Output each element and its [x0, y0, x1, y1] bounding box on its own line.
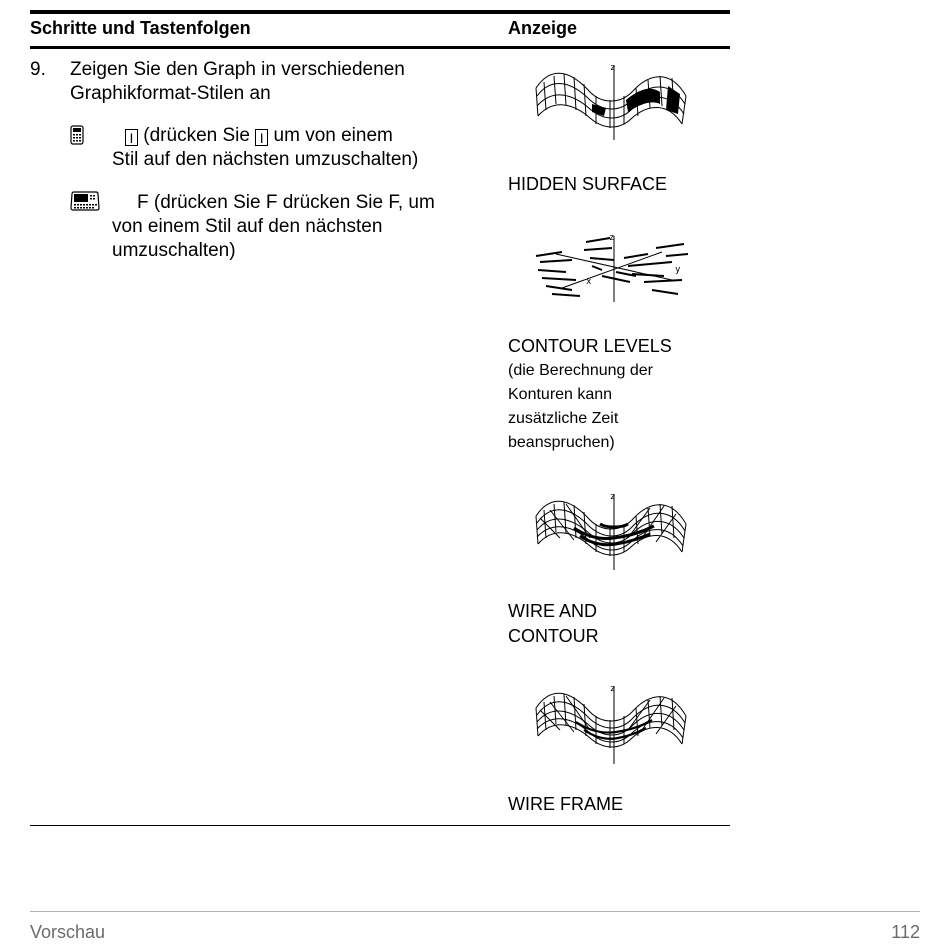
step-text-line1: Zeigen Sie den Graph in verschiedenen: [70, 59, 405, 80]
key-i-button-2: I: [255, 129, 268, 146]
column-header-steps: Schritte und Tastenfolgen: [30, 18, 251, 38]
ti84-instruction-line2: Stil auf den nächsten umzuschalten): [112, 149, 419, 170]
ti89-instruction-line2: von einem Stil auf den nächsten: [112, 216, 383, 237]
step-number: 9.: [30, 59, 46, 80]
footer-page-number: 112: [891, 922, 920, 942]
caption-wire-frame: WIRE FRAME: [508, 794, 623, 814]
footer-rule: [30, 911, 920, 912]
header-rule: [30, 46, 730, 49]
wire-frame-graph-image: [530, 680, 692, 769]
caption-contour-levels: CONTOUR LEVELS: [508, 336, 672, 356]
key-i-button: I: [125, 129, 138, 146]
svg-text:z: z: [610, 492, 616, 502]
contour-levels-graph-image: [532, 230, 692, 307]
hidden-surface-graph-image: [530, 58, 692, 145]
table-bottom-rule: [30, 825, 730, 826]
table-top-rule: [30, 10, 730, 14]
contour-note-line1: (die Berechnung der: [508, 362, 653, 379]
calculator-ti89-icon: [70, 191, 100, 216]
ti84-instruction-line1: [125, 124, 393, 148]
ti89-instruction-line3: umzuschalten): [112, 240, 236, 261]
column-header-display: Anzeige: [508, 18, 578, 38]
caption-hidden-surface: HIDDEN SURFACE: [508, 174, 668, 194]
svg-text:y: y: [675, 265, 681, 275]
caption-wire-and-contour-line2: CONTOUR: [508, 626, 599, 646]
contour-note-line2: Konturen kann: [508, 386, 613, 403]
step-text-line2: Graphikformat-Stilen an: [70, 83, 271, 104]
svg-text:z: z: [609, 233, 615, 243]
contour-note-line4: beanspruchen): [508, 434, 615, 451]
wire-and-contour-graph-image: [530, 488, 692, 575]
ti89-instruction-line1: F (drücken Sie F drücken Sie F, um: [137, 192, 435, 213]
contour-note-line3: zusätzliche Zeit: [508, 410, 619, 427]
svg-text:z: z: [610, 684, 616, 694]
caption-wire-and-contour-line1: WIRE AND: [508, 601, 598, 621]
svg-text:z: z: [610, 63, 616, 73]
calculator-ti84-icon: [70, 125, 84, 150]
ti84-text-b: um von einem: [273, 125, 393, 146]
svg-text:x: x: [586, 277, 592, 287]
footer-section-label: Vorschau: [30, 922, 106, 942]
ti84-text-a: (drücken Sie: [143, 125, 250, 146]
